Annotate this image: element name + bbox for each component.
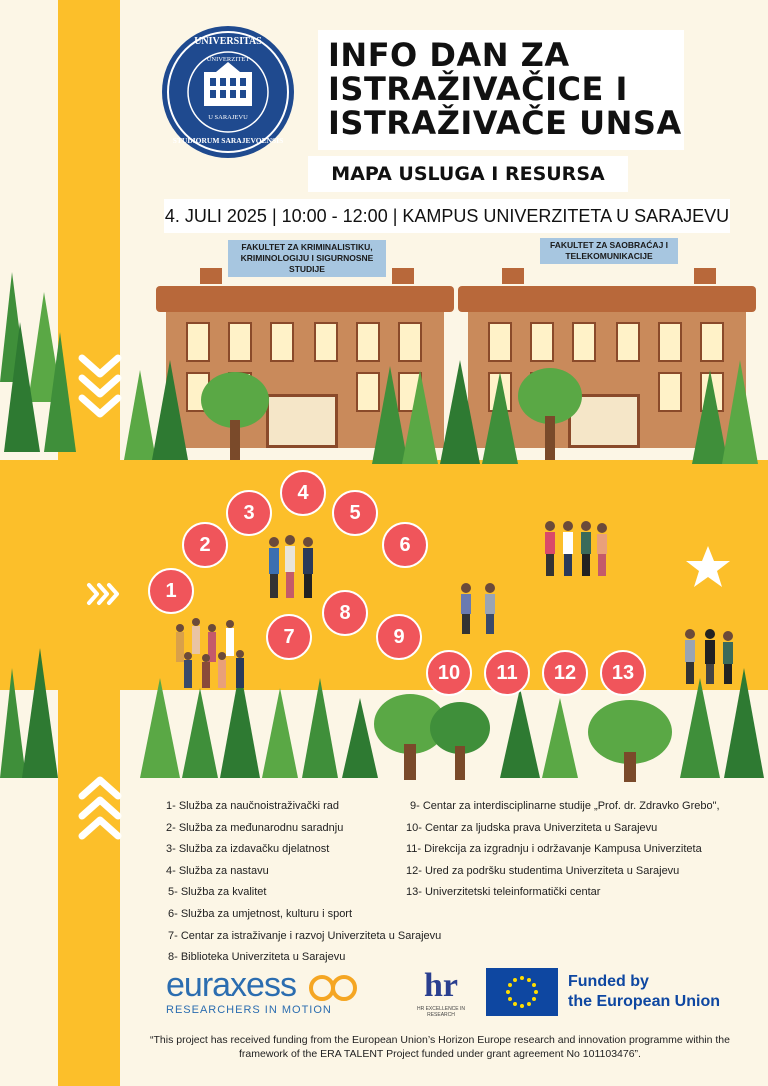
hr-mark: hr	[424, 967, 458, 1004]
tree-cluster-left-top-icon	[0, 262, 80, 462]
seal-inner-text: UNIVERZITET	[206, 56, 250, 63]
legend-item: 2- Služba za međunarodnu saradnju	[166, 821, 344, 834]
seal-city-text: U SARAJEVU	[208, 114, 248, 121]
legend-item: 7- Centar za istraživanje i razvoj Univerziteta u Sarajevu	[168, 929, 442, 942]
tree-cluster-bottom-icon	[0, 648, 768, 788]
university-seal	[160, 24, 296, 165]
people-group-center-icon	[264, 530, 320, 600]
marker-11[interactable]: 11	[484, 650, 530, 696]
marker-9[interactable]: 9	[376, 614, 422, 660]
people-crowd-icon	[172, 614, 252, 690]
seal-bottom-text: STUDIORUM SARAJEVOENSIS	[172, 136, 284, 145]
marker-3[interactable]: 3	[226, 490, 272, 536]
marker-13[interactable]: 13	[600, 650, 646, 696]
chevron-down-icon	[78, 352, 122, 427]
marker-12[interactable]: 12	[542, 650, 588, 696]
eu-funded-text	[568, 972, 720, 1012]
event-dateline: 4. JULI 2025 | 10:00 - 12:00 | KAMPUS UNIVERZITETA U SARAJEVU	[164, 199, 730, 233]
people-group-far-right-icon	[682, 626, 738, 686]
page-title	[318, 30, 684, 150]
chevron-right-icon	[86, 582, 120, 611]
marker-5[interactable]: 5	[332, 490, 378, 536]
people-group-right-icon	[540, 516, 610, 578]
star-icon	[684, 544, 732, 595]
seal-top-text: UNIVERSITAS	[194, 36, 262, 47]
legend-item: 12- Ured za podršku studentima Univerziteta u Sarajevu	[406, 864, 680, 877]
faculty-label-1: FAKULTET ZA KRIMINALISTIKU, KRIMINOLOGIJU I SIGURNOSNE STUDIJE	[228, 240, 386, 277]
eu-funded-line-1: Funded by	[568, 973, 649, 990]
legend-item: 5- Služba za kvalitet	[168, 886, 267, 899]
legend-item: 9- Centar za interdisciplinarne studije „Prof. dr. Zdravko Grebo",	[410, 800, 720, 812]
marker-7[interactable]: 7	[266, 614, 312, 660]
euraxess-logo	[166, 966, 366, 1026]
marker-6[interactable]: 6	[382, 522, 428, 568]
page-subtitle: MAPA USLUGA I RESURSA	[308, 156, 628, 192]
people-pair-icon	[456, 580, 502, 636]
hr-excellence-logo	[404, 966, 478, 1026]
title-line-1: INFO DAN ZA	[328, 36, 570, 74]
funding-footer: “This project has received funding from the European Union’s Horizon Europe research and innovation programme within the framework of the ERA TALENT Project funded under grant agreement No 101103476”.	[150, 1034, 730, 1060]
legend-item: 10- Centar za ljudska prava Univerziteta u Sarajevu	[406, 821, 658, 834]
marker-8[interactable]: 8	[322, 590, 368, 636]
euraxess-wordmark: euraxess	[166, 966, 296, 1004]
hr-tagline: HR EXCELLENCE IN RESEARCH	[416, 1006, 466, 1018]
eu-funded-line-2: the European Union	[568, 993, 720, 1010]
title-line-2: ISTRAŽIVAČICE I	[328, 70, 628, 108]
legend-item: 8- Biblioteka Univerziteta u Sarajevu	[168, 951, 346, 964]
eu-flag-icon	[486, 968, 558, 1016]
legend-item: 13- Univerzitetski teleinformatički centar	[406, 886, 601, 899]
legend-item: 4- Služba za nastavu	[166, 864, 269, 877]
legend-item: 11- Direkcija za izgradnju i održavanje Kampusa Univerziteta	[406, 843, 702, 856]
legend-item: 6- Služba za umjetnost, kulturu i sport	[168, 907, 353, 920]
marker-1[interactable]: 1	[148, 568, 194, 614]
marker-4[interactable]: 4	[280, 470, 326, 516]
tree-cluster-building-icon	[120, 360, 760, 470]
faculty-label-2: FAKULTET ZA SAOBRAĆAJ I TELEKOMUNIKACIJE	[540, 238, 678, 264]
marker-2[interactable]: 2	[182, 522, 228, 568]
euraxess-tagline: RESEARCHERS IN MOTION	[166, 1004, 332, 1016]
title-line-3: ISTRAŽIVAČE UNSA	[328, 104, 682, 142]
legend-right	[406, 796, 756, 904]
marker-10[interactable]: 10	[426, 650, 472, 696]
legend-item: 1- Služba za naučnoistraživački rad	[166, 800, 340, 812]
legend-item: 3- Služba za izdavačku djelatnost	[166, 843, 330, 856]
